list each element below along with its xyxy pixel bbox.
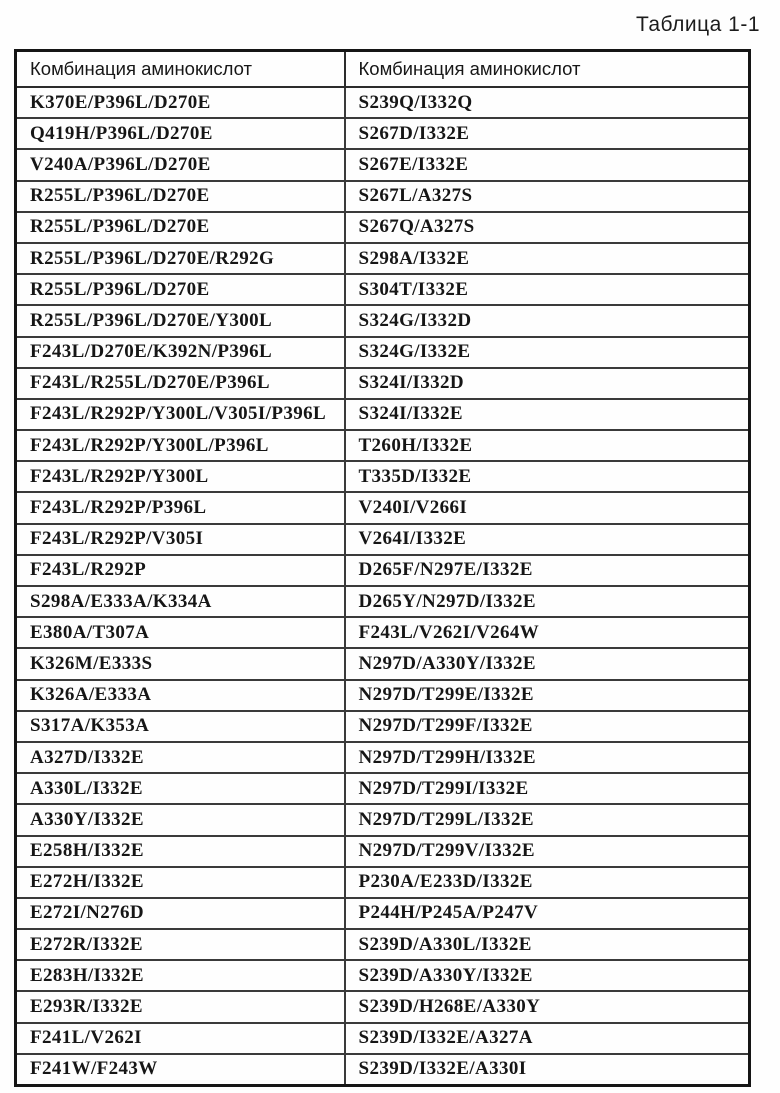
table-row <box>16 212 750 243</box>
amino-combination-cell-left: E272I/N276D <box>16 898 345 929</box>
amino-combination-cell-right: S267D/I332E <box>345 118 750 149</box>
table-row <box>16 492 750 523</box>
table-row <box>16 867 750 898</box>
table-row <box>16 399 750 430</box>
amino-combination-cell-left: E272H/I332E <box>16 867 345 898</box>
table-row <box>16 149 750 180</box>
table-row <box>16 836 750 867</box>
amino-combination-cell-left: F243L/R292P/V305I <box>16 524 345 555</box>
amino-combination-cell-right: T335D/I332E <box>345 461 750 492</box>
amino-combination-cell-left: F243L/R255L/D270E/P396L <box>16 368 345 399</box>
amino-combination-cell-left: F243L/R292P/Y300L/P396L <box>16 430 345 461</box>
table-row <box>16 898 750 929</box>
amino-combination-cell-left: K326M/E333S <box>16 648 345 679</box>
table-row <box>16 368 750 399</box>
table-header <box>16 51 750 88</box>
amino-combination-cell-left: A330Y/I332E <box>16 804 345 835</box>
amino-combination-cell-right: N297D/T299I/I332E <box>345 773 750 804</box>
amino-combination-cell-right: S239D/A330L/I332E <box>345 929 750 960</box>
amino-combination-cell-right: S239D/H268E/A330Y <box>345 991 750 1022</box>
table-row <box>16 181 750 212</box>
amino-combination-cell-left: A330L/I332E <box>16 773 345 804</box>
amino-combination-cell-left: F243L/R292P/Y300L/V305I/P396L <box>16 399 345 430</box>
amino-combination-cell-right: N297D/T299E/I332E <box>345 680 750 711</box>
amino-combination-cell-left: F241W/F243W <box>16 1054 345 1086</box>
table-row <box>16 680 750 711</box>
amino-combination-cell-right: N297D/T299F/I332E <box>345 711 750 742</box>
amino-combination-cell-right: V264I/I332E <box>345 524 750 555</box>
amino-combination-cell-left: F243L/R292P <box>16 555 345 586</box>
amino-combination-cell-left: K326A/E333A <box>16 680 345 711</box>
table-row <box>16 243 750 274</box>
amino-combination-cell-right: N297D/T299L/I332E <box>345 804 750 835</box>
amino-combination-cell-right: V240I/V266I <box>345 492 750 523</box>
table-row <box>16 1054 750 1086</box>
amino-combination-cell-right: S298A/I332E <box>345 243 750 274</box>
amino-combination-cell-right: N297D/T299H/I332E <box>345 742 750 773</box>
amino-combination-cell-left: R255L/P396L/D270E <box>16 181 345 212</box>
amino-combination-cell-left: E380A/T307A <box>16 617 345 648</box>
amino-combination-cell-left: E293R/I332E <box>16 991 345 1022</box>
amino-combination-cell-right: S239D/A330Y/I332E <box>345 960 750 991</box>
amino-combination-cell-right: S304T/I332E <box>345 274 750 305</box>
table-row <box>16 274 750 305</box>
amino-combination-cell-left: F243L/R292P/Y300L <box>16 461 345 492</box>
table-row <box>16 991 750 1022</box>
amino-combination-cell-right: N297D/A330Y/I332E <box>345 648 750 679</box>
amino-combination-cell-left: R255L/P396L/D270E <box>16 212 345 243</box>
amino-combination-cell-left: K370E/P396L/D270E <box>16 87 345 118</box>
amino-combination-cell-left: A327D/I332E <box>16 742 345 773</box>
amino-combination-cell-right: S239D/I332E/A327A <box>345 1023 750 1054</box>
amino-combination-cell-right: S324I/I332E <box>345 399 750 430</box>
amino-combination-cell-left: S298A/E333A/K334A <box>16 586 345 617</box>
amino-combination-cell-left: V240A/P396L/D270E <box>16 149 345 180</box>
amino-combination-cell-right: S267L/A327S <box>345 181 750 212</box>
amino-combination-cell-right: S324G/I332D <box>345 305 750 336</box>
amino-combination-cell-right: S239D/I332E/A330I <box>345 1054 750 1086</box>
amino-combination-cell-right: S267Q/A327S <box>345 212 750 243</box>
table-row <box>16 929 750 960</box>
amino-combination-cell-left: F241L/V262I <box>16 1023 345 1054</box>
table-row <box>16 524 750 555</box>
amino-combination-cell-right: F243L/V262I/V264W <box>345 617 750 648</box>
column-header-right: Комбинация аминокислот <box>345 51 750 88</box>
amino-combination-cell-right: P244H/P245A/P247V <box>345 898 750 929</box>
amino-combination-cell-left: S317A/K353A <box>16 711 345 742</box>
amino-combination-cell-right: D265Y/N297D/I332E <box>345 586 750 617</box>
amino-combination-cell-right: S239Q/I332Q <box>345 87 750 118</box>
amino-combination-cell-right: N297D/T299V/I332E <box>345 836 750 867</box>
table-row <box>16 648 750 679</box>
table-row <box>16 617 750 648</box>
amino-combination-cell-left: E283H/I332E <box>16 960 345 991</box>
table-row <box>16 742 750 773</box>
table-row <box>16 118 750 149</box>
table-row <box>16 337 750 368</box>
amino-combination-cell-left: E272R/I332E <box>16 929 345 960</box>
table-header-row <box>16 51 750 88</box>
amino-combination-cell-right: S324I/I332D <box>345 368 750 399</box>
amino-combination-cell-left: R255L/P396L/D270E <box>16 274 345 305</box>
amino-combination-cell-left: E258H/I332E <box>16 836 345 867</box>
amino-combination-cell-left: F243L/R292P/P396L <box>16 492 345 523</box>
table-row <box>16 586 750 617</box>
table-row <box>16 1023 750 1054</box>
amino-combination-cell-left: F243L/D270E/K392N/P396L <box>16 337 345 368</box>
table-body <box>16 87 750 1086</box>
table-row <box>16 960 750 991</box>
table-row <box>16 461 750 492</box>
amino-combination-cell-right: S267E/I332E <box>345 149 750 180</box>
amino-acid-combination-table <box>14 49 751 1087</box>
amino-combination-cell-left: R255L/P396L/D270E/Y300L <box>16 305 345 336</box>
amino-combination-cell-right: P230A/E233D/I332E <box>345 867 750 898</box>
amino-combination-cell-left: R255L/P396L/D270E/R292G <box>16 243 345 274</box>
column-header-left: Комбинация аминокислот <box>16 51 345 88</box>
table-row <box>16 430 750 461</box>
amino-combination-cell-right: S324G/I332E <box>345 337 750 368</box>
table-row <box>16 711 750 742</box>
table-row <box>16 305 750 336</box>
amino-combination-cell-right: T260H/I332E <box>345 430 750 461</box>
amino-combination-cell-right: D265F/N297E/I332E <box>345 555 750 586</box>
amino-combination-cell-left: Q419H/P396L/D270E <box>16 118 345 149</box>
table-caption: Таблица 1-1 <box>635 13 760 36</box>
table-row <box>16 555 750 586</box>
table-row <box>16 87 750 118</box>
table-row <box>16 804 750 835</box>
table-row <box>16 773 750 804</box>
